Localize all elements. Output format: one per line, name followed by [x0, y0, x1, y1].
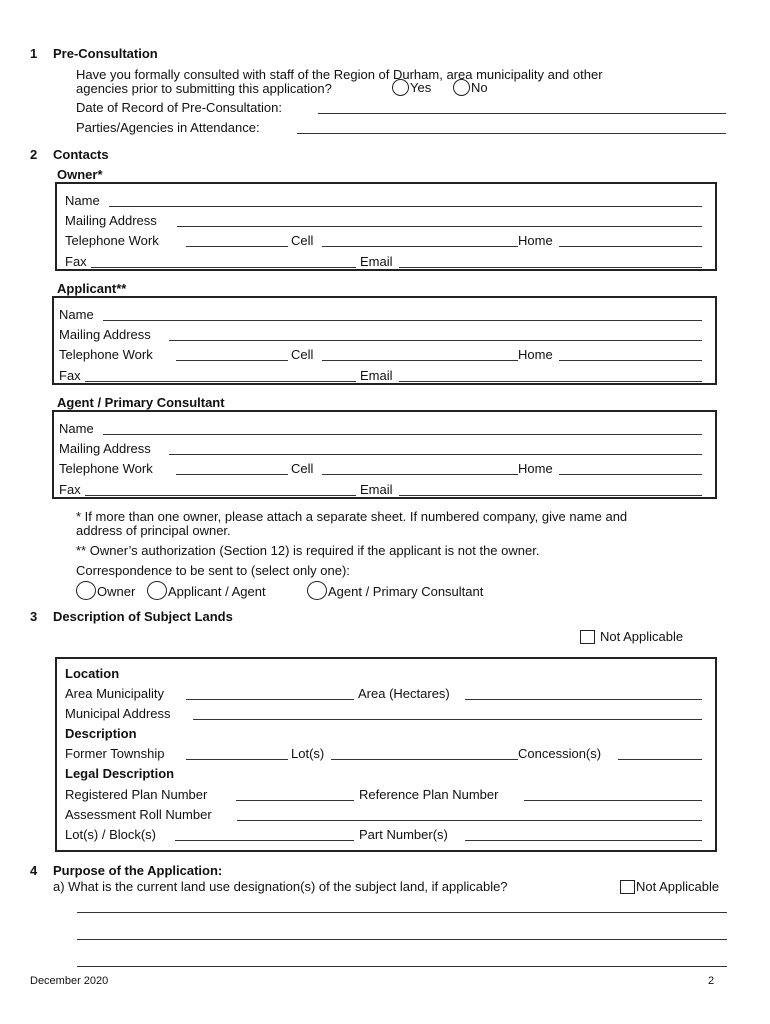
lot-block-label: Lot(s) / Block(s) [65, 827, 157, 842]
location-heading: Location [65, 666, 120, 681]
section-1-number: 1 [30, 46, 38, 61]
corr-owner-option[interactable]: Owner [76, 581, 135, 600]
applicant-fax-label: Fax [59, 368, 81, 383]
registered-plan-field[interactable] [236, 800, 354, 801]
assessment-roll-label: Assessment Roll Number [65, 807, 212, 822]
land-use-answer-line-1[interactable] [77, 912, 727, 913]
area-hectares-field[interactable] [465, 699, 702, 700]
s3-not-applicable-checkbox[interactable] [580, 630, 595, 644]
former-township-label: Former Township [65, 746, 165, 761]
area-municipality-field[interactable] [186, 699, 354, 700]
area-municipality-label: Area Municipality [65, 686, 164, 701]
s3-not-applicable-label: Not Applicable [600, 629, 684, 644]
owner-home-field[interactable] [559, 246, 702, 247]
section-1-title: Pre-Consultation [53, 46, 158, 61]
preconsult-question-line2: agencies prior to submitting this application? [76, 81, 332, 96]
agent-email-field[interactable] [399, 495, 702, 496]
former-township-field[interactable] [186, 759, 288, 760]
section-4-number: 4 [30, 863, 38, 878]
owner-mailing-label: Mailing Address [65, 213, 157, 228]
section-3-number: 3 [30, 609, 38, 624]
applicant-fax-field[interactable] [85, 381, 356, 382]
concession-label: Concession(s) [518, 746, 602, 761]
corr-applicant-radio[interactable] [147, 581, 167, 600]
owner-cell-label: Cell [291, 233, 314, 248]
authorization-note: ** Owner’s authorization (Section 12) is required if the applicant is not the owner. [76, 543, 540, 558]
parties-label: Parties/Agencies in Attendance: [76, 120, 260, 135]
applicant-home-label: Home [518, 347, 553, 362]
owner-note-line2: address of principal owner. [76, 523, 231, 538]
parties-field[interactable] [297, 133, 726, 134]
agent-tel-field[interactable] [176, 474, 288, 475]
subject-lands-box [55, 657, 717, 852]
land-use-answer-line-2[interactable] [77, 939, 727, 940]
applicant-home-field[interactable] [559, 360, 702, 361]
section-2-title: Contacts [53, 147, 109, 162]
reference-plan-field[interactable] [524, 800, 702, 801]
preconsult-question-line1: Have you formally consulted with staff of the Region of Durham, area municipality and other [76, 67, 603, 82]
assessment-roll-field[interactable] [237, 820, 702, 821]
applicant-heading: Applicant** [57, 281, 127, 296]
owner-email-label: Email [360, 254, 393, 269]
s4-not-applicable-checkbox[interactable] [620, 880, 635, 894]
no-radio[interactable] [453, 79, 470, 96]
corr-owner-radio[interactable] [76, 581, 96, 600]
agent-cell-label: Cell [291, 461, 314, 476]
preconsult-yes-option[interactable]: Yes [392, 79, 431, 96]
agent-tel-label: Telephone Work [59, 461, 153, 476]
owner-cell-field[interactable] [322, 246, 518, 247]
lots-field[interactable] [331, 759, 518, 760]
concession-field[interactable] [618, 759, 702, 760]
owner-fax-field[interactable] [91, 267, 356, 268]
lots-label: Lot(s) [291, 746, 325, 761]
agent-mailing-label: Mailing Address [59, 441, 151, 456]
agent-fax-label: Fax [59, 482, 81, 497]
owner-name-label: Name [65, 193, 100, 208]
agent-cell-field[interactable] [322, 474, 518, 475]
lot-block-field[interactable] [175, 840, 354, 841]
applicant-name-field[interactable] [103, 320, 702, 321]
agent-home-label: Home [518, 461, 553, 476]
agent-fax-field[interactable] [85, 495, 356, 496]
land-use-question: a) What is the current land use designation(s) of the subject land, if applicable? [53, 879, 508, 894]
applicant-mailing-label: Mailing Address [59, 327, 151, 342]
owner-note-line1: * If more than one owner, please attach a separate sheet. If numbered company, give name and [76, 509, 628, 524]
municipal-address-label: Municipal Address [65, 706, 171, 721]
part-number-label: Part Number(s) [359, 827, 448, 842]
owner-home-label: Home [518, 233, 553, 248]
municipal-address-field[interactable] [193, 719, 702, 720]
owner-name-field[interactable] [109, 206, 702, 207]
agent-home-field[interactable] [559, 474, 702, 475]
applicant-cell-field[interactable] [322, 360, 518, 361]
agent-email-label: Email [360, 482, 393, 497]
s4-not-applicable-label: Not Applicable [636, 879, 720, 894]
owner-fax-label: Fax [65, 254, 87, 269]
description-heading: Description [65, 726, 137, 741]
section-3-title: Description of Subject Lands [53, 609, 233, 624]
agent-name-field[interactable] [103, 434, 702, 435]
yes-radio[interactable] [392, 79, 409, 96]
agent-box [52, 410, 717, 499]
corr-agent-option[interactable]: Agent / Primary Consultant [307, 581, 483, 600]
part-number-field[interactable] [465, 840, 702, 841]
date-of-record-label: Date of Record of Pre-Consultation: [76, 100, 282, 115]
applicant-email-field[interactable] [399, 381, 702, 382]
applicant-mailing-field[interactable] [169, 340, 702, 341]
applicant-name-label: Name [59, 307, 94, 322]
legal-description-heading: Legal Description [65, 766, 175, 781]
preconsult-no-option[interactable]: No [453, 79, 488, 96]
agent-name-label: Name [59, 421, 94, 436]
section-4-title: Purpose of the Application: [53, 863, 223, 878]
corr-agent-radio[interactable] [307, 581, 327, 600]
section-2-number: 2 [30, 147, 38, 162]
agent-mailing-field[interactable] [169, 454, 702, 455]
owner-tel-field[interactable] [186, 246, 288, 247]
owner-email-field[interactable] [399, 267, 702, 268]
owner-tel-label: Telephone Work [65, 233, 159, 248]
applicant-box [52, 296, 717, 385]
applicant-tel-label: Telephone Work [59, 347, 153, 362]
applicant-tel-field[interactable] [176, 360, 288, 361]
land-use-answer-line-3[interactable] [77, 966, 727, 967]
applicant-cell-label: Cell [291, 347, 314, 362]
owner-box [55, 182, 717, 271]
area-hectares-label: Area (Hectares) [358, 686, 450, 701]
corr-applicant-option[interactable]: Applicant / Agent [147, 581, 266, 600]
correspondence-label: Correspondence to be sent to (select only one): [76, 563, 350, 578]
page-number: 2 [708, 975, 715, 987]
applicant-email-label: Email [360, 368, 393, 383]
reference-plan-label: Reference Plan Number [359, 787, 499, 802]
footer-date: December 2020 [30, 975, 109, 987]
agent-heading: Agent / Primary Consultant [57, 395, 225, 410]
owner-mailing-field[interactable] [177, 226, 702, 227]
registered-plan-label: Registered Plan Number [65, 787, 208, 802]
date-of-record-field[interactable] [318, 113, 726, 114]
owner-heading: Owner* [57, 167, 103, 182]
